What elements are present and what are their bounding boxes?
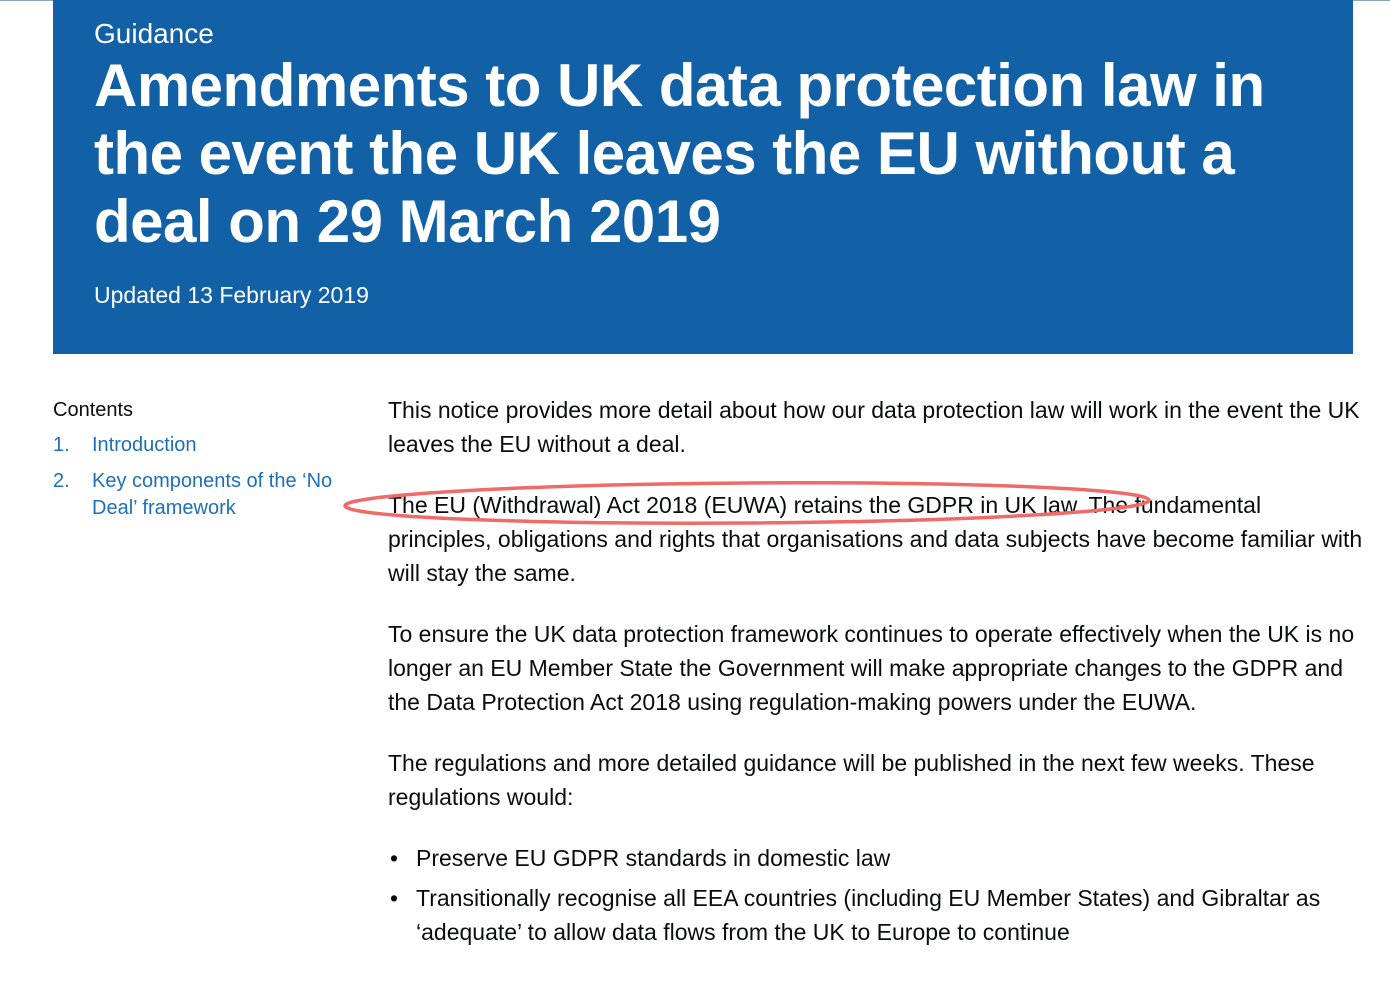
list-item-text: Transitionally recognise all EEA countries (including EU Member States) and Gibraltar as ‘adequate’ to allow data flows from the UK to Europe to continue [416,885,1321,945]
euwa-paragraph: The EU (Withdrawal) Act 2018 (EUWA) retains the GDPR in UK law. The fundamental principles, obligations and rights that organisations and data subjects have become familiar with will stay the same. [388,492,1363,586]
contents-item-key-components[interactable] [53,468,353,522]
list-item [388,841,1363,875]
main-content [388,393,1363,955]
document-type-label: Guidance [94,18,214,49]
contents-item-number: 1. [53,434,70,456]
intro-paragraph: This notice provides more detail about how our data protection law will work in the event the UK leaves the EU without a deal. [388,397,1360,457]
contents-item-introduction[interactable] [53,432,353,459]
contents-items [53,432,353,522]
page-title: Amendments to UK data protection law in the event the UK leaves the EU without a deal on 29 March 2019 [94,52,1265,255]
contents-list [53,396,353,531]
framework-paragraph: To ensure the UK data protection framework continues to operate effectively when the UK is no longer an EU Member State the Government will make appropriate changes to the GDPR and the Data Protection Act 2018 using regulation-making powers under the EUWA. [388,621,1355,715]
list-item [388,881,1363,949]
bullet-icon: • [390,885,399,911]
title-banner [53,0,1353,354]
contents-item-number: 2. [53,470,70,492]
list-item-text: Preserve EU GDPR standards in domestic law [416,845,891,871]
contents-link-key-components[interactable]: Key components of the ‘No Deal’ framework [92,470,333,519]
regulations-list [388,841,1363,949]
contents-heading: Contents [53,399,134,421]
contents-link-introduction[interactable]: Introduction [92,434,197,456]
regulations-paragraph: The regulations and more detailed guidance will be published in the next few weeks. These regulations would: [388,750,1315,810]
updated-date: Updated 13 February 2019 [94,282,369,308]
bullet-icon: • [390,845,399,871]
